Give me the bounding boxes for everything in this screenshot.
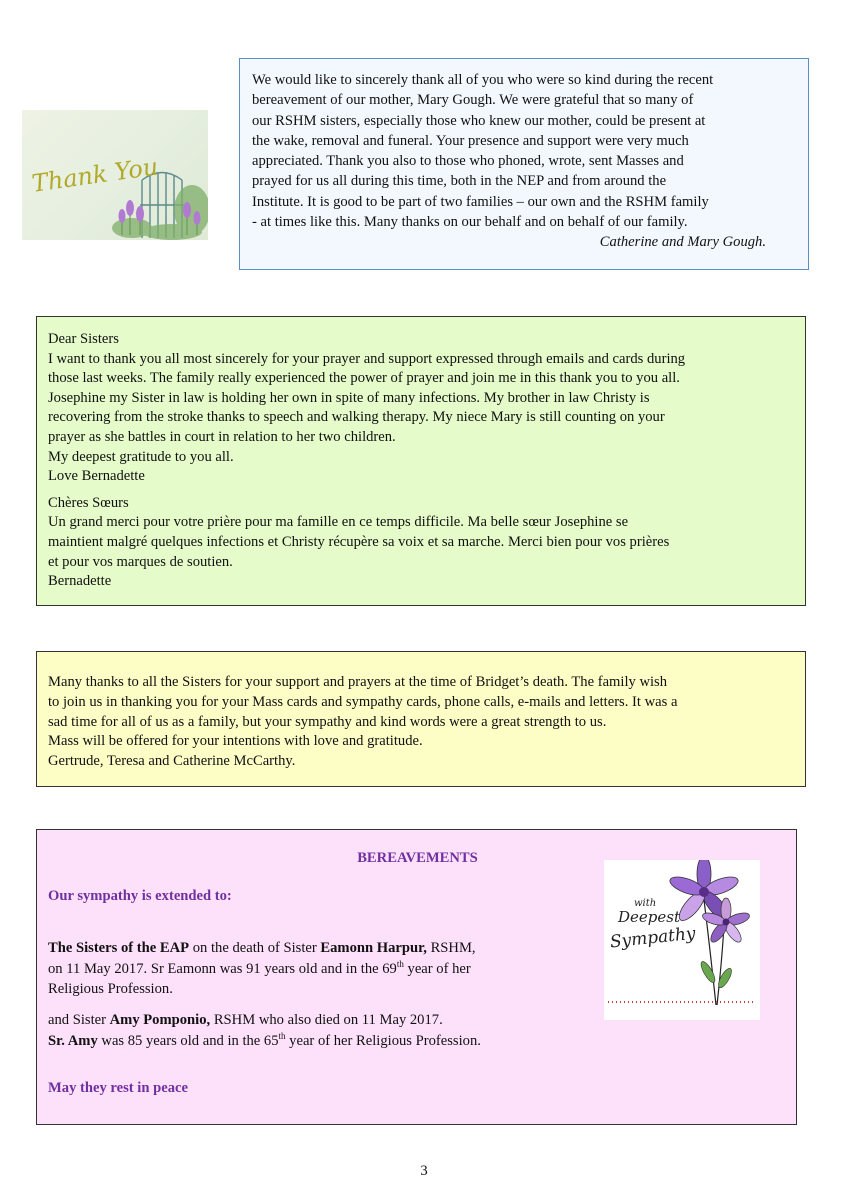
- ordinal-suffix: th: [396, 958, 404, 969]
- gough-line: the wake, removal and funeral. Your presence and support were very much: [252, 132, 689, 149]
- message-line: those last weeks. The family really experienced the power of prayer and join me in this thank you to you all.: [48, 370, 680, 387]
- entry-text: RSHM,: [426, 940, 476, 956]
- bereavement-entry-eamonn: [48, 938, 588, 1000]
- sympathy-lettering-sympathy: Sympathy: [609, 923, 697, 953]
- message-line: Many thanks to all the Sisters for your support and prayers at the time of Bridget’s death. The family wish: [48, 674, 668, 690]
- bereavements-subtitle: Our sympathy is extended to:: [48, 888, 232, 904]
- message-line: Josephine my Sister in law is holding her own in spite of many infections. My brother in law Christy is: [48, 389, 650, 406]
- entry-text: was 85 years old and in the 65: [97, 1032, 279, 1049]
- sister-name: Amy Pomponio,: [109, 1012, 211, 1028]
- gough-line: our RSHM sisters, especially those who knew our mother, could be present at: [252, 112, 706, 129]
- rest-in-peace: May they rest in peace: [48, 1080, 188, 1096]
- message-line: Dear Sisters: [48, 331, 119, 347]
- message-signature: Gertrude, Teresa and Catherine McCarthy.: [48, 753, 296, 770]
- message-line: maintient malgré quelques infections et Christy récupère sa voix et sa marche. Merci bien pour vos prières: [48, 533, 670, 550]
- bereavements-box: [36, 829, 797, 1125]
- message-line: et pour vos marques de soutien.: [48, 553, 233, 570]
- message-line: prayer as she battles in court in relation to her two children.: [48, 428, 396, 445]
- french-message: [48, 494, 794, 592]
- deepest-sympathy-flowers-illustration: [604, 860, 760, 1020]
- entry-text: and Sister: [48, 1012, 110, 1028]
- thank-you-card-illustration: [22, 110, 208, 240]
- entry-text: year of her Religious Profession.: [285, 1032, 481, 1049]
- sympathy-lettering-with: with: [634, 898, 657, 909]
- message-line: to join us in thanking you for your Mass cards and sympathy cards, phone calls, e-mails and letters. It was a: [48, 693, 678, 710]
- message-line: Chères Sœurs: [48, 494, 129, 511]
- message-line: recovering from the stroke thanks to speech and walking therapy. My niece Mary is still counting on your: [48, 409, 665, 426]
- english-message: [48, 330, 794, 487]
- bernadette-thank-you-box: [36, 316, 806, 606]
- community-name: The Sisters of the EAP: [48, 940, 190, 956]
- gough-line: We would like to sincerely thank all of you who were so kind during the recent: [252, 72, 714, 88]
- gough-line: Institute. It is good to be part of two families – our own and the RSHM family: [252, 193, 709, 210]
- sister-name: Sr. Amy: [48, 1032, 98, 1049]
- gough-signature: Catherine and Mary Gough.: [599, 234, 766, 251]
- message-line: I want to thank you all most sincerely for your prayer and support expressed through emails and cards during: [48, 350, 686, 367]
- mccarthy-thank-you-box: [36, 651, 806, 787]
- entry-text: on 11 May 2017. Sr Eamonn was 91 years old and in the 69: [48, 960, 397, 977]
- message-line: sad time for all of us as a family, but your sympathy and kind words were a great strength to us.: [48, 713, 607, 730]
- message-line: My deepest gratitude to you all.: [48, 448, 234, 465]
- entry-text: on the death of Sister: [189, 940, 321, 956]
- sympathy-lettering-deepest: Deepest: [618, 908, 680, 926]
- sister-name: Eamonn Harpur,: [320, 940, 427, 956]
- message-signature: Bernadette: [48, 573, 112, 590]
- bereavements-title: BEREAVEMENTS: [357, 850, 478, 866]
- entry-text: RSHM who also died on 11 May 2017.: [210, 1012, 443, 1028]
- gough-line: bereavement of our mother, Mary Gough. We were grateful that so many of: [252, 92, 694, 109]
- message-signature: Love Bernadette: [48, 468, 145, 485]
- page-number: 3: [420, 1163, 428, 1179]
- message-line: Un grand merci pour votre prière pour ma famille en ce temps difficile. Ma belle sœur Josephine se: [48, 514, 629, 531]
- gough-line: appreciated. Thank you also to those who phoned, wrote, sent Masses and: [252, 153, 684, 170]
- gough-thank-you-box: [239, 58, 809, 270]
- entry-text: year of her: [403, 960, 471, 977]
- entry-text: Religious Profession.: [48, 981, 173, 998]
- thank-you-lettering: Thank You: [30, 152, 160, 198]
- ordinal-suffix: th: [278, 1030, 286, 1041]
- message-line: Mass will be offered for your intentions with love and gratitude.: [48, 733, 423, 750]
- gough-line: prayed for us all during this time, both in the NEP and from around the: [252, 173, 667, 190]
- bereavement-entry-amy: [48, 1010, 608, 1051]
- gough-line: - at times like this. Many thanks on our behalf and on behalf of our family.: [252, 214, 688, 231]
